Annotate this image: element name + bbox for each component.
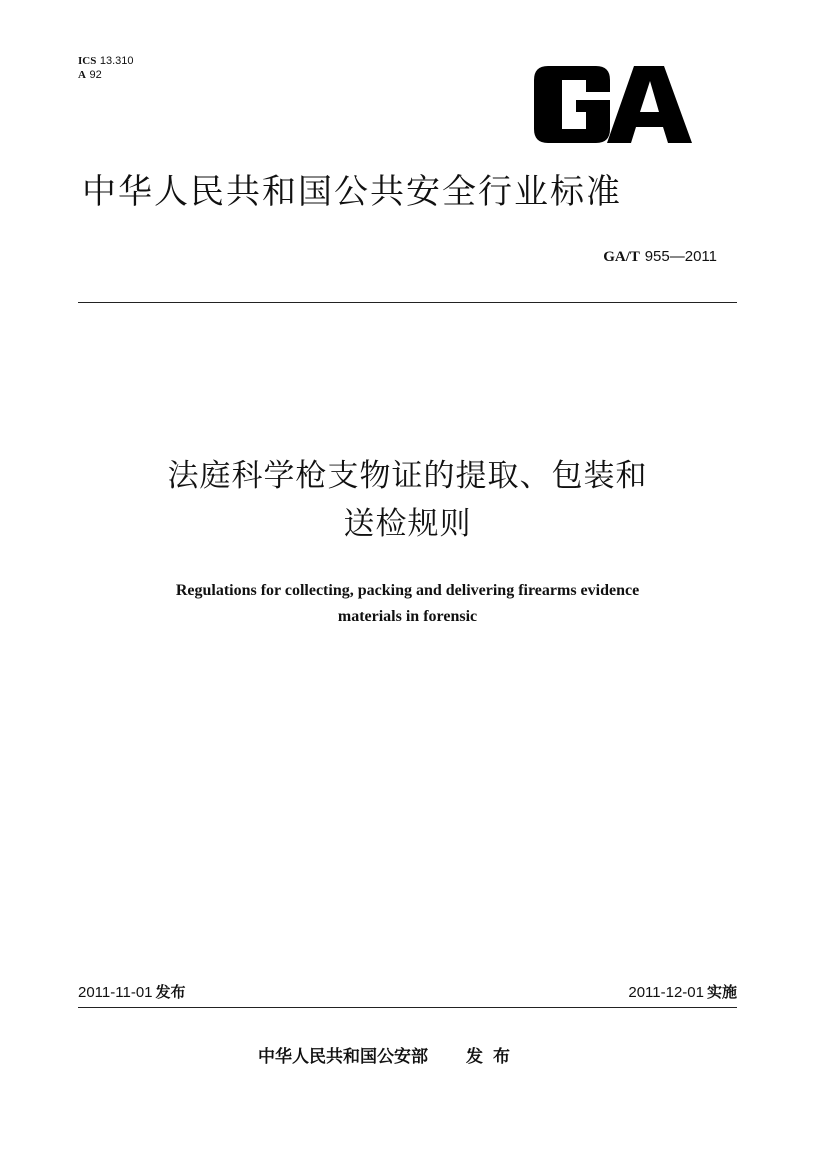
implement-date-label: 实施 [706,983,737,1001]
standard-number [603,247,717,266]
ics-value: 13.310 [99,55,134,67]
ics-label: ICS [78,55,97,67]
title-english-line-1: Regulations for collecting, packing and delivering firearms evidence [175,582,640,599]
issue-date [78,983,186,1002]
issuer-name: 中华人民共和国公安部 [258,1047,428,1067]
bottom-divider [78,1007,737,1008]
ga-logo-letter-g [534,66,610,143]
top-divider [78,302,737,303]
title-chinese-line-1: 法庭科学枪支物证的提取、包装和 [167,458,648,494]
implement-date-value: 2011-12-01 [628,984,704,1001]
ics-row [78,54,134,68]
ccs-row [78,68,134,82]
title-chinese [0,452,815,548]
issue-date-value: 2011-11-01 [78,984,153,1001]
title-chinese-line-2: 送检规则 [343,506,472,542]
standard-body-name: 中华人民共和国公共安全行业标准 [82,172,622,212]
implement-date [628,983,737,1002]
issue-date-label: 发布 [155,983,186,1001]
ccs-value: 92 [89,69,102,81]
standard-code: GA/T [603,249,640,265]
issuer [258,1046,520,1068]
ga-logo [534,66,692,143]
issuer-action: 发布 [466,1047,520,1067]
ccs-label: A [78,69,86,81]
title-english-line-2: materials in forensic [337,608,478,625]
title-english [60,578,755,630]
standard-number-value: 955—2011 [644,248,717,265]
ga-logo-letter-a [607,66,692,143]
classification-codes [78,54,134,82]
